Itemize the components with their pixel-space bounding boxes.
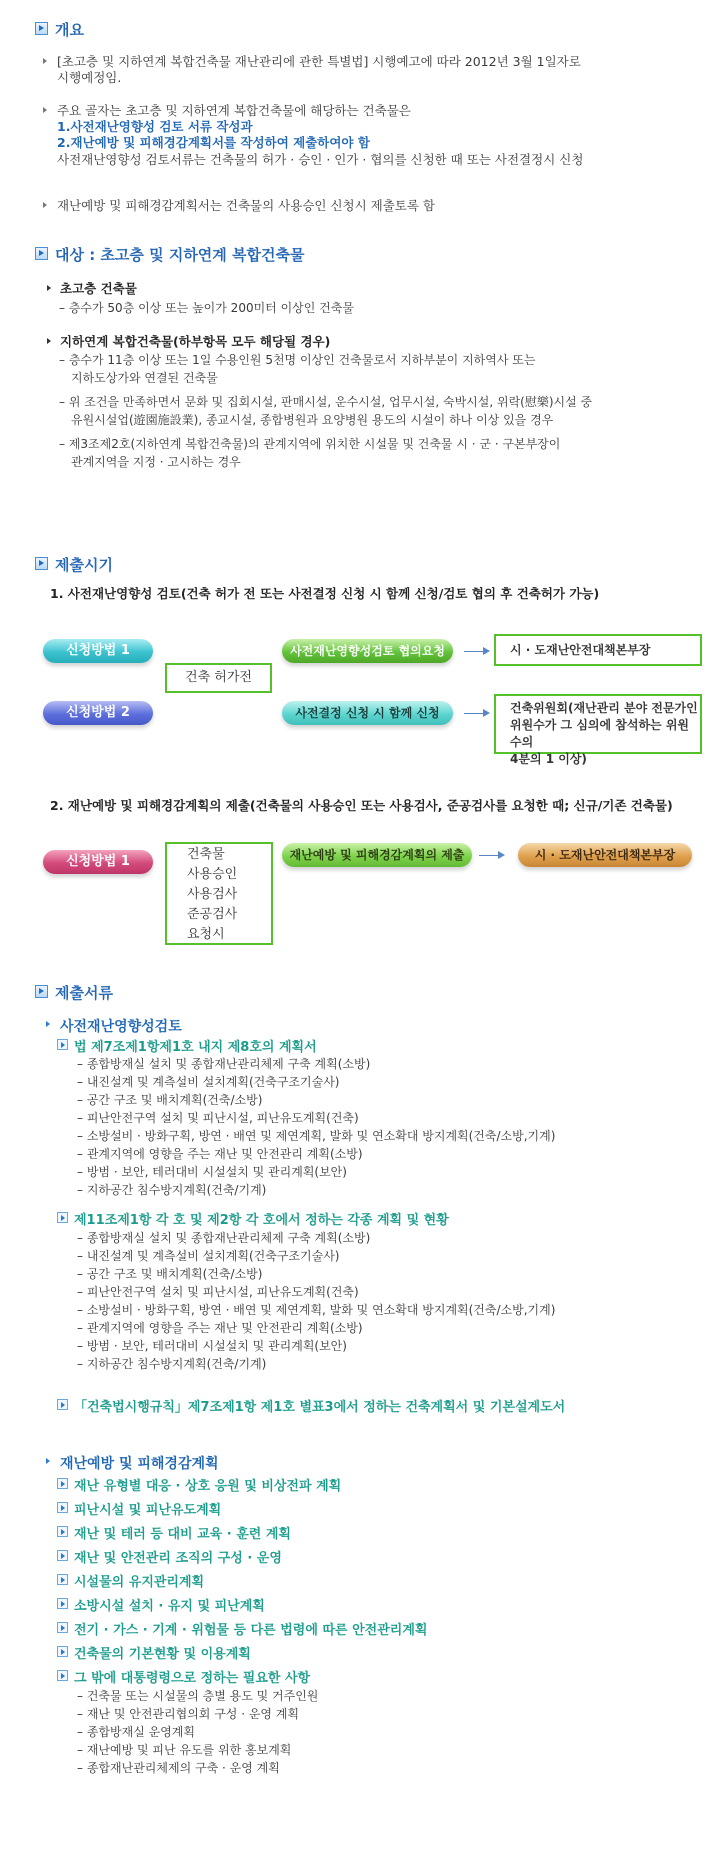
hq-label-1: 시 · 도재난안전대책본부장 (510, 643, 651, 657)
committee-box (494, 694, 702, 766)
target-underground-title: 지하연계 복합건축물(하부항목 모두 해당될 경우) (60, 334, 331, 349)
docs-plan-law11-item: – 종합방재실 설치 및 종합재난관리체제 구축 계획(소방) (77, 1230, 370, 1247)
docs-building-act-title: 「건축법시행규칙」제7조제1항 제1호 별표3에서 정하는 건축계획서 및 기본설계도서 (74, 1400, 566, 1415)
docs-prereview-title: 사전재난영향성검토 (60, 1019, 182, 1035)
docs-plan-law7-item: – 공간 구조 및 배치계획(건축/소방) (77, 1092, 262, 1109)
sub-bullet-icon (57, 1646, 68, 1657)
overview-item-1: [초고층 및 지하연계 복합건축물 재난관리에 관한 특별법] 시행예고에 따라 2012년 3월 1일자로 (57, 54, 581, 69)
docs-plan-law7-item: – 관계지역에 영향을 주는 재난 및 안전관리 계획(소방) (77, 1146, 363, 1163)
sub-bullet-icon (57, 1598, 68, 1609)
before-permit-label: 건축 허가전 (185, 670, 252, 685)
docs-plan-law11-item: – 내진설계 및 계측설비 설치계획(건축구조기술사) (77, 1248, 339, 1265)
target-underground-cond-3: – 제3조제2호(지하연계 복합건축물)의 관계지역에 위치한 시설물 및 건축물 시 · 군 · 구본부장이 (59, 436, 560, 453)
docs-prevention-item: 건축물의 기본현황 및 이용계획 (74, 1647, 251, 1662)
bullet-icon (47, 285, 51, 291)
sub-bullet-icon (57, 1502, 68, 1513)
target-highrise-title: 초고층 건축물 (60, 281, 137, 296)
overview-item-2-point-1: 1.사전재난영향성 검토 서류 작성과 (57, 119, 253, 134)
trigger-item: 사용검사 (187, 887, 238, 902)
method-2-badge: 신청방법 2 (43, 701, 153, 725)
bullet-icon (46, 1021, 50, 1027)
arrow (464, 713, 484, 714)
section-icon (35, 247, 48, 260)
sub-bullet-icon (57, 1622, 68, 1633)
committee-line-1: 건축위원회(재난관리 분야 전문가인 (510, 701, 698, 715)
sub-bullet-icon (57, 1212, 68, 1223)
bullet-icon (43, 202, 47, 208)
target-highrise-desc: – 층수가 50층 이상 또는 높이가 200미터 이상인 건축물 (59, 300, 354, 317)
section-title-overview: 개요 (55, 21, 84, 39)
target-underground-cond-2: – 위 조건을 만족하면서 문화 및 집회시설, 판매시설, 운수시설, 업무시설, 숙박시설, 위락(慰樂)시설 중 (59, 394, 592, 411)
target-underground-cond-1-cont: 지하도상가와 연결된 건축물 (71, 371, 218, 385)
docs-prevention-item: 재난 및 안전관리 조직의 구성 · 운영 (74, 1551, 282, 1566)
arrow-head (483, 709, 490, 717)
docs-prevention-item: 전기 · 가스 · 기계 · 위험물 등 다른 법령에 따른 안전관리계획 (74, 1623, 428, 1638)
docs-prevention-sub-item: – 재난 및 안전관리협의회 구성 · 운영 계획 (77, 1706, 299, 1723)
consult-request-badge: 사전재난영향성검토 협의요청 (282, 639, 453, 663)
arrow-head (483, 647, 490, 655)
docs-prevention-sub-item: – 재난예방 및 피난 유도를 위한 홍보계획 (77, 1742, 291, 1759)
section-icon (35, 22, 48, 35)
target-underground-cond-3-cont: 관계지역을 지정 · 고시하는 경우 (71, 455, 241, 469)
arrow (479, 855, 499, 856)
docs-prevention-sub-item: – 종합재난관리체제의 구축 · 운영 계획 (77, 1760, 280, 1777)
hq-box-1 (494, 634, 702, 666)
timing-step-1: 1. 사전재난영향성 검토(건축 허가 전 또는 사전결정 신청 시 함께 신청/검토 협의 후 건축허가 가능) (50, 586, 600, 601)
bullet-icon (43, 58, 47, 64)
sub-bullet-icon (57, 1039, 68, 1050)
submission-trigger-list (165, 842, 273, 945)
docs-plan-law7-item: – 지하공간 침수방지계획(건축/기계) (77, 1182, 266, 1199)
arrow (464, 651, 484, 652)
docs-prevention-sub-item: – 종합방재실 운영계획 (77, 1724, 195, 1741)
committee-line-3: 4분의 1 이상) (510, 752, 587, 766)
method-1b-badge: 신청방법 1 (43, 850, 153, 874)
section-title-docs: 제출서류 (55, 984, 113, 1002)
docs-plan-law7-title: 법 제7조제1항제1호 내지 제8호의 계획서 (74, 1040, 317, 1055)
docs-prevention-item: 시설물의 유지관리계획 (74, 1575, 205, 1590)
docs-plan-law7-item: – 소방설비 · 방화구획, 방연 · 배연 및 제연계획, 발화 및 연소확대 방지계획(건축/소방,기계) (77, 1128, 555, 1145)
docs-plan-law7-item: – 피난안전구역 설치 및 피난시설, 피난유도계획(건축) (77, 1110, 359, 1127)
method-1-badge: 신청방법 1 (43, 639, 153, 663)
docs-prevention-item: 재난 유형별 대응 · 상호 응원 및 비상전파 계획 (74, 1479, 342, 1494)
docs-prevention-item: 피난시설 및 피난유도계획 (74, 1503, 222, 1518)
docs-plan-law11-item: – 지하공간 침수방지계획(건축/기계) (77, 1356, 266, 1373)
trigger-item: 준공검사 (187, 907, 238, 922)
docs-plan-law11-item: – 방범 · 보안, 테러대비 시설설치 및 관리계획(보안) (77, 1338, 347, 1355)
section-icon (35, 557, 48, 570)
before-permit-box (165, 663, 272, 693)
docs-plan-law7-item: – 종합방재실 설치 및 종합재난관리체제 구축 계획(소방) (77, 1056, 370, 1073)
hq-badge-2: 시 · 도재난안전대책본부장 (518, 843, 692, 867)
arrow-head (498, 851, 505, 859)
trigger-item: 건축물 (187, 847, 225, 862)
docs-plan-law7-item: – 방범 · 보안, 테러대비 시설설치 및 관리계획(보안) (77, 1164, 347, 1181)
docs-prevention-item: 소방시설 설치 · 유지 및 피난계획 (74, 1599, 265, 1614)
docs-plan-law11-title: 제11조제1항 각 호 및 제2항 각 호에서 정하는 각종 계획 및 현황 (74, 1213, 449, 1228)
sub-bullet-icon (57, 1478, 68, 1489)
overview-item-2-point-2: 2.재난예방 및 피해경감계획서를 작성하여 제출하여야 함 (57, 135, 370, 150)
trigger-item: 요청시 (187, 927, 225, 942)
committee-line-2: 위원수가 그 심의에 참석하는 위원수의 (510, 718, 690, 749)
docs-prevention-item: 그 밖에 대통령령으로 정하는 필요한 사항 (74, 1671, 311, 1686)
section-title-timing: 제출시기 (55, 556, 113, 574)
target-underground-cond-2-cont: 유원시설업(遊園施設業), 종교시설, 종합병원과 요양병원 용도의 시설이 하나 이상 있을 경우 (71, 413, 554, 427)
bullet-icon (43, 107, 47, 113)
sub-bullet-icon (57, 1526, 68, 1537)
with-decision-badge: 사전결정 신청 시 함께 신청 (282, 701, 453, 725)
timing-step-2: 2. 재난예방 및 피해경감계획의 제출(건축물의 사용승인 또는 사용검사, 준공검사를 요청한 때; 신규/기존 건축물) (50, 798, 673, 813)
sub-bullet-icon (57, 1399, 68, 1410)
trigger-item: 사용승인 (187, 867, 238, 882)
section-title-target: 대상 : 초고층 및 지하연계 복합건축물 (55, 246, 305, 264)
overview-item-2: 주요 골자는 초고층 및 지하연계 복합건축물에 해당하는 건축물은 (57, 103, 411, 118)
bullet-icon (46, 1458, 50, 1464)
target-underground-cond-1: – 층수가 11층 이상 또는 1일 수용인원 5천명 이상인 건축물로서 지하부분이 지하역사 또는 (59, 352, 535, 369)
docs-prevention-item: 재난 및 테러 등 대비 교육 · 훈련 계획 (74, 1527, 291, 1542)
docs-plan-law11-item: – 소방설비 · 방화구획, 방연 · 배연 및 제연계획, 발화 및 연소확대 방지계획(건축/소방,기계) (77, 1302, 555, 1319)
docs-plan-law11-item: – 공간 구조 및 배치계획(건축/소방) (77, 1266, 262, 1283)
overview-item-3: 재난예방 및 피해경감계획서는 건축물의 사용승인 신청시 제출토록 함 (57, 198, 435, 213)
docs-prevention-title: 재난예방 및 피해경감계획 (60, 1456, 219, 1472)
docs-plan-law7-item: – 내진설계 및 계측설비 설치계획(건축구조기술사) (77, 1074, 339, 1091)
docs-plan-law11-item: – 피난안전구역 설치 및 피난시설, 피난유도계획(건축) (77, 1284, 359, 1301)
docs-prevention-sub-item: – 건축물 또는 시설물의 층별 용도 및 거주인원 (77, 1688, 318, 1705)
docs-plan-law11-item: – 관계지역에 영향을 주는 재난 및 안전관리 계획(소방) (77, 1320, 363, 1337)
overview-item-1-cont: 시행예정임. (57, 70, 122, 85)
submit-plan-badge: 재난예방 및 피해경감계획의 제출 (282, 843, 472, 867)
bullet-icon (47, 338, 51, 344)
sub-bullet-icon (57, 1550, 68, 1561)
section-icon (35, 985, 48, 998)
sub-bullet-icon (57, 1574, 68, 1585)
sub-bullet-icon (57, 1670, 68, 1681)
overview-item-2-note: 사전재난영향성 검토서류는 건축물의 허가 · 승인 · 인가 · 협의를 신청한 때 또는 사전결정시 신청 (57, 152, 584, 167)
